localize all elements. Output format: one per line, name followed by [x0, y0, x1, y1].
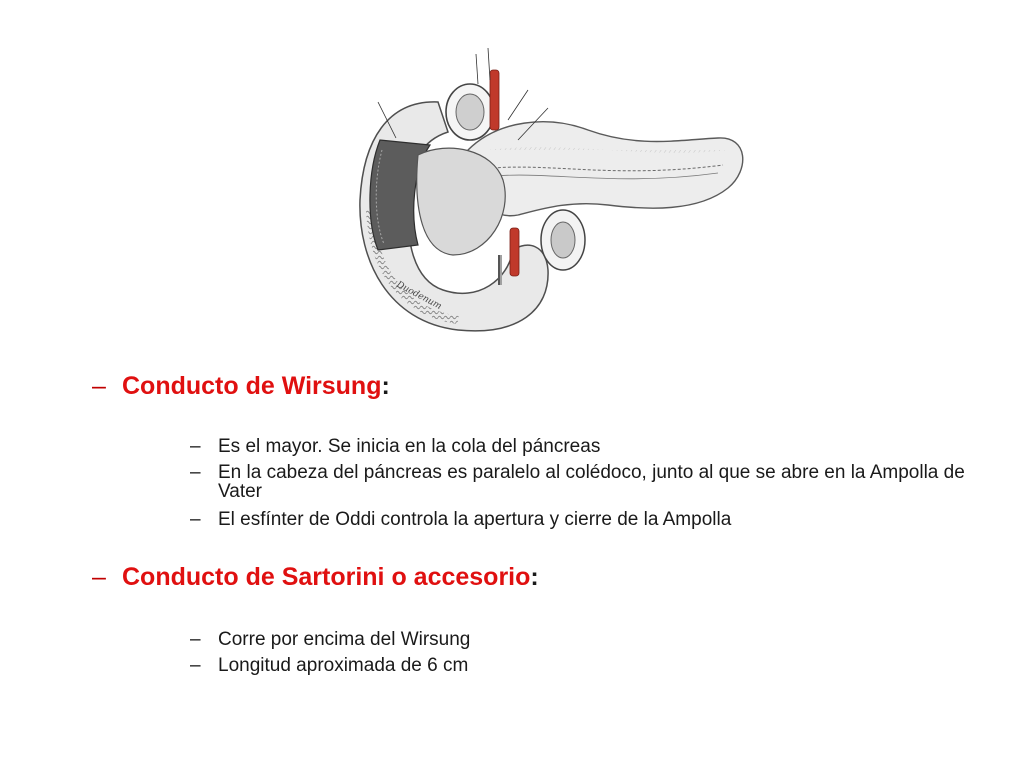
bullet-dash: –	[92, 372, 106, 400]
bullet-text: El esfínter de Oddi controla la apertura y cierre de la Ampolla	[218, 509, 732, 530]
bullet-text: Corre por encima del Wirsung	[218, 629, 471, 650]
bullet-text: Longitud aproximada de 6 cm	[218, 655, 469, 676]
bullet-dash: –	[190, 462, 201, 483]
bullet-text: Es el mayor. Se inicia en la cola del páncreas	[218, 436, 601, 457]
section-heading-sartorini	[92, 562, 539, 592]
list-item	[190, 463, 980, 501]
list-item	[190, 510, 980, 529]
bullet-dash: –	[190, 655, 201, 676]
list-item	[190, 437, 980, 456]
bullet-dash: –	[190, 509, 201, 530]
list-item	[190, 656, 980, 675]
section-heading-wirsung	[92, 371, 390, 401]
section-colon: :	[530, 563, 539, 591]
list-item	[190, 630, 980, 649]
bullet-dash: –	[92, 563, 106, 591]
bullet-text: En la cabeza del páncreas es paralelo al colédoco, junto al que se abre en la Ampolla de Vater	[218, 462, 965, 502]
duodenum-label: Duodenum	[394, 279, 444, 312]
bullet-dash: –	[190, 436, 201, 457]
section-colon: :	[381, 372, 390, 400]
section-title: Conducto de Sartorini o accesorio	[122, 563, 531, 591]
section-title: Conducto de Wirsung	[122, 372, 382, 400]
bullet-dash: –	[190, 629, 201, 650]
